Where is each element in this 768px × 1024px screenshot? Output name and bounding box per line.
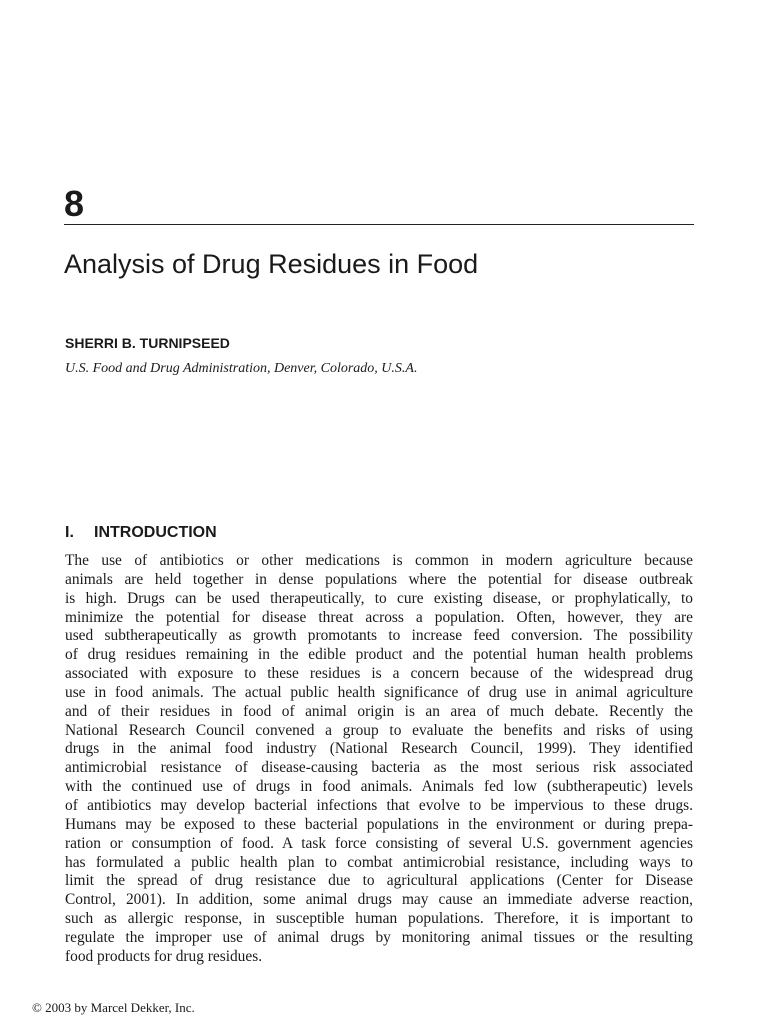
body-line: is high. Drugs can be used therapeutically, to cure existing disease, or prophylatically, to — [65, 589, 693, 607]
body-line: ration or consumption of food. A task force consisting of several U.S. government agencies — [65, 834, 693, 852]
body-line: antimicrobial resistance of disease-causing bacteria as the most serious risk associated — [65, 759, 693, 777]
body-line: The use of antibiotics or other medications is common in modern agriculture because — [65, 552, 693, 569]
section-number: I. — [65, 524, 74, 541]
body-line: used subtherapeutically as growth promotants to increase feed conversion. The possibility — [65, 627, 693, 645]
body-line: associated with exposure to these residues is a concern because of the widespread drug — [65, 665, 693, 683]
body-line: drugs in the animal food industry (National Research Council, 1999). They identified — [65, 740, 693, 758]
author-name: SHERRI B. TURNIPSEED — [65, 335, 230, 351]
body-line: of antibiotics may develop bacterial infections that evolve to be impervious to these drugs. — [65, 796, 693, 814]
body-line: such as allergic response, in susceptible human populations. Therefore, it is important to — [65, 910, 693, 928]
body-line: animals are held together in dense populations where the potential for disease outbreak — [65, 570, 693, 588]
body-line: National Research Council convened a group to evaluate the benefits and risks of using — [65, 721, 693, 739]
body-line: of drug residues remaining in the edible product and the potential human health problems — [65, 646, 693, 664]
body-line: and of their residues in food of animal origin is an area of much debate. Recently the — [65, 702, 693, 720]
chapter-number: 8 — [64, 183, 85, 224]
section-heading — [65, 522, 217, 544]
body-paragraph — [65, 552, 693, 967]
body-line: with the continued use of drugs in food animals. Animals fed low (subtherapeutic) levels — [65, 778, 693, 796]
copyright-footer: © 2003 by Marcel Dekker, Inc. — [32, 1000, 195, 1015]
section-title: INTRODUCTION — [94, 524, 217, 541]
body-line: minimize the potential for disease threat across a population. Often, however, they are — [65, 608, 693, 626]
body-line: use in food animals. The actual public health significance of drug use in animal agriculture — [65, 683, 693, 701]
body-line: Control, 2001). In addition, some animal drugs may cause an immediate adverse reaction, — [65, 891, 693, 909]
chapter-divider — [64, 224, 694, 225]
body-line: Humans may be exposed to these bacterial populations in the environment or during prepa- — [65, 815, 693, 833]
chapter-title: Analysis of Drug Residues in Food — [64, 249, 479, 279]
body-line: regulate the improper use of animal drugs by monitoring animal tissues or the resulting — [65, 928, 693, 946]
body-line: food products for drug residues. — [65, 947, 263, 965]
body-line: has formulated a public health plan to combat antimicrobial resistance, including ways to — [65, 853, 693, 871]
author-affiliation: U.S. Food and Drug Administration, Denver, Colorado, U.S.A. — [65, 361, 418, 376]
body-line: limit the spread of drug resistance due to agricultural applications (Center for Disease — [65, 872, 693, 890]
